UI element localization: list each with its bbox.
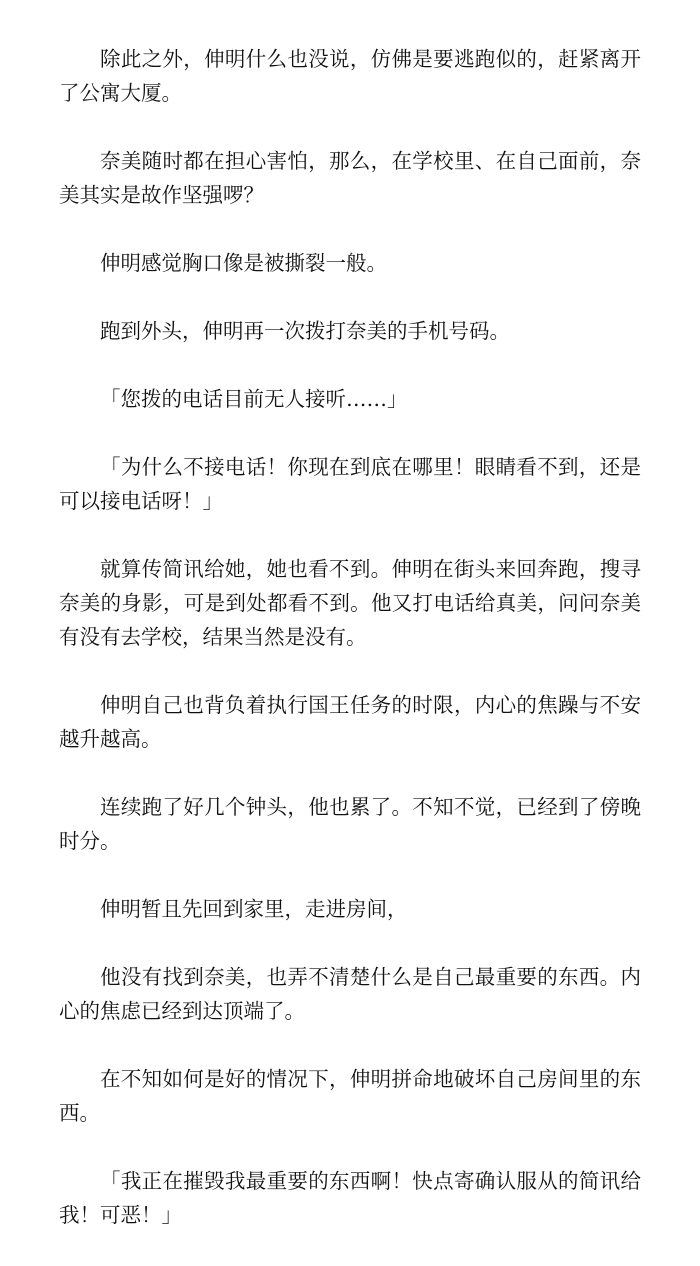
- paragraph-9: 连续跑了好几个钟头，他也累了。不知不觉，已经到了傍晚时分。: [59, 795, 641, 853]
- dialogue-2: 「为什么不接电话！你现在到底在哪里！眼睛看不到，还是可以接电话呀！」: [59, 455, 641, 513]
- paragraph-1: 除此之外，伸明什么也没说，仿佛是要逃跑似的，赶紧离开了公寓大厦。: [59, 47, 641, 105]
- paragraph-4: 跑到外头，伸明再一次拨打奈美的手机号码。: [100, 319, 510, 343]
- paragraph-2: 奈美随时都在担心害怕，那么，在学校里、在自己面前，奈美其实是故作坚强啰？: [59, 149, 641, 207]
- dialogue-3: 「我正在摧毁我最重要的东西啊！快点寄确认服从的简讯给我！可恶！」: [59, 1169, 641, 1227]
- page-body: [59, 42, 641, 1266]
- dialogue-1: 「您拨的电话目前无人接听……」: [100, 387, 408, 411]
- paragraph-12: 在不知如何是好的情况下，伸明拼命地破坏自己房间里的东西。: [59, 1067, 641, 1125]
- paragraph-10: 伸明暂且先回到家里，走进房间，: [100, 897, 408, 921]
- paragraph-8: 伸明自己也背负着执行国王任务的时限，内心的焦躁与不安越升越高。: [59, 693, 641, 751]
- paragraph-11: 他没有找到奈美，也弄不清楚什么是自己最重要的东西。内心的焦虑已经到达顶端了。: [59, 965, 641, 1023]
- paragraph-7: 就算传简讯给她，她也看不到。伸明在街头来回奔跑，搜寻奈美的身影，可是到处都看不到。他又打电话给真美，问问奈美有没有去学校，结果当然是没有。: [59, 557, 641, 649]
- paragraph-3: 伸明感觉胸口像是被撕裂一般。: [100, 251, 387, 275]
